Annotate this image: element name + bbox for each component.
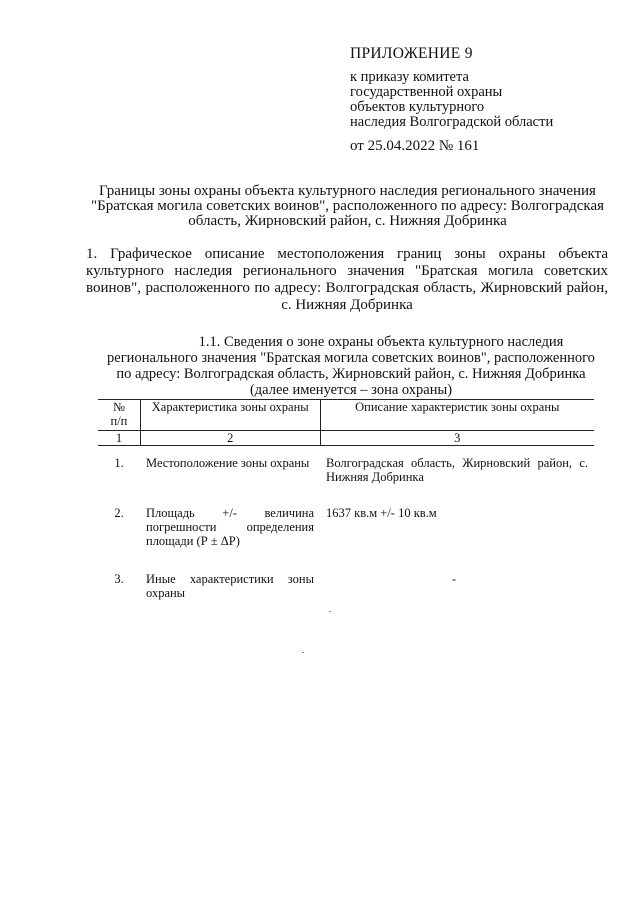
- scan-speck: [302, 652, 304, 653]
- description-line: Нижняя Добринка: [326, 470, 424, 484]
- characteristic-line: Площадь +/- величина: [146, 506, 314, 520]
- row-number: 2.: [114, 506, 124, 520]
- appendix-header: [350, 46, 610, 154]
- characteristic-line: погрешности определения: [146, 520, 314, 534]
- subsection-line: по адресу: Волгоградская область, Жирновский район, с. Нижняя Добринка: [116, 366, 586, 382]
- zone-info-table: [98, 399, 594, 600]
- row-description: 1637 кв.м +/- 10 кв.м: [326, 506, 437, 520]
- header-number-line: п/п: [110, 414, 128, 428]
- section-line: воинов", расположенного по адресу: Волгоградская область, Жирновский район,: [86, 280, 608, 296]
- header-description: Описание характеристик зоны охраны: [355, 400, 560, 414]
- section-line: с. Нижняя Добринка: [281, 297, 413, 313]
- section-line: культурного наследия регионального значения "Братская могила советских: [86, 263, 608, 279]
- subsection-1-1-heading: [90, 334, 612, 398]
- characteristic-line: площади (Р ± ΔР): [146, 534, 240, 548]
- table-column-numbers-row: [98, 430, 594, 446]
- row-description: [320, 456, 594, 484]
- title-line: "Братская могила советских воинов", расположенного по адресу: Волгоградская: [90, 198, 605, 214]
- order-date-number: от 25.04.2022 № 161: [350, 138, 480, 154]
- section-line: 1. Графическое описание местоположения границ зоны охраны объекта: [86, 246, 608, 262]
- subsection-line: (далее именуется – зона охраны): [249, 382, 453, 398]
- column-number: 3: [454, 431, 461, 445]
- scan-speck: [329, 611, 331, 612]
- title-line: Границы зоны охраны объекта культурного наследия регионального значения: [99, 183, 596, 199]
- header-characteristic: Характеристика зоны охраны: [141, 400, 321, 430]
- characteristic-line: охраны: [146, 586, 186, 600]
- description-line: Волгоградская область, Жирновский район, с.: [326, 456, 588, 470]
- section-1-heading: [86, 246, 608, 314]
- row-number: 1.: [114, 456, 124, 470]
- column-number: 1: [98, 431, 141, 445]
- table-header-row: [98, 399, 594, 430]
- column-number: 2: [141, 431, 321, 445]
- row-characteristic: [140, 506, 320, 548]
- subsection-line: 1.1. Сведения о зоне охраны объекта культурного наследия: [198, 334, 564, 350]
- appendix-line: объектов культурного: [350, 99, 485, 115]
- appendix-line: государственной охраны: [350, 84, 503, 100]
- appendix-title: ПРИЛОЖЕНИЕ 9: [350, 45, 473, 62]
- header-number-line: №: [112, 400, 125, 414]
- row-characteristic: [140, 572, 320, 600]
- title-line: область, Жирновский район, с. Нижняя Добринка: [188, 213, 507, 229]
- appendix-line: наследия Волгоградской области: [350, 114, 554, 130]
- row-number: 3.: [114, 572, 124, 586]
- row-description: -: [451, 572, 456, 586]
- table-row: [98, 456, 594, 484]
- appendix-line: к приказу комитета: [350, 69, 469, 85]
- table-row: [98, 506, 594, 548]
- header-number: [98, 400, 141, 430]
- characteristic-line: Иные характеристики зоны: [146, 572, 314, 586]
- row-characteristic: Местоположение зоны охраны: [146, 456, 310, 470]
- subsection-line: регионального значения "Братская могила советских воинов", расположенного: [107, 350, 595, 366]
- table-row: [98, 572, 594, 600]
- document-title: [80, 184, 615, 229]
